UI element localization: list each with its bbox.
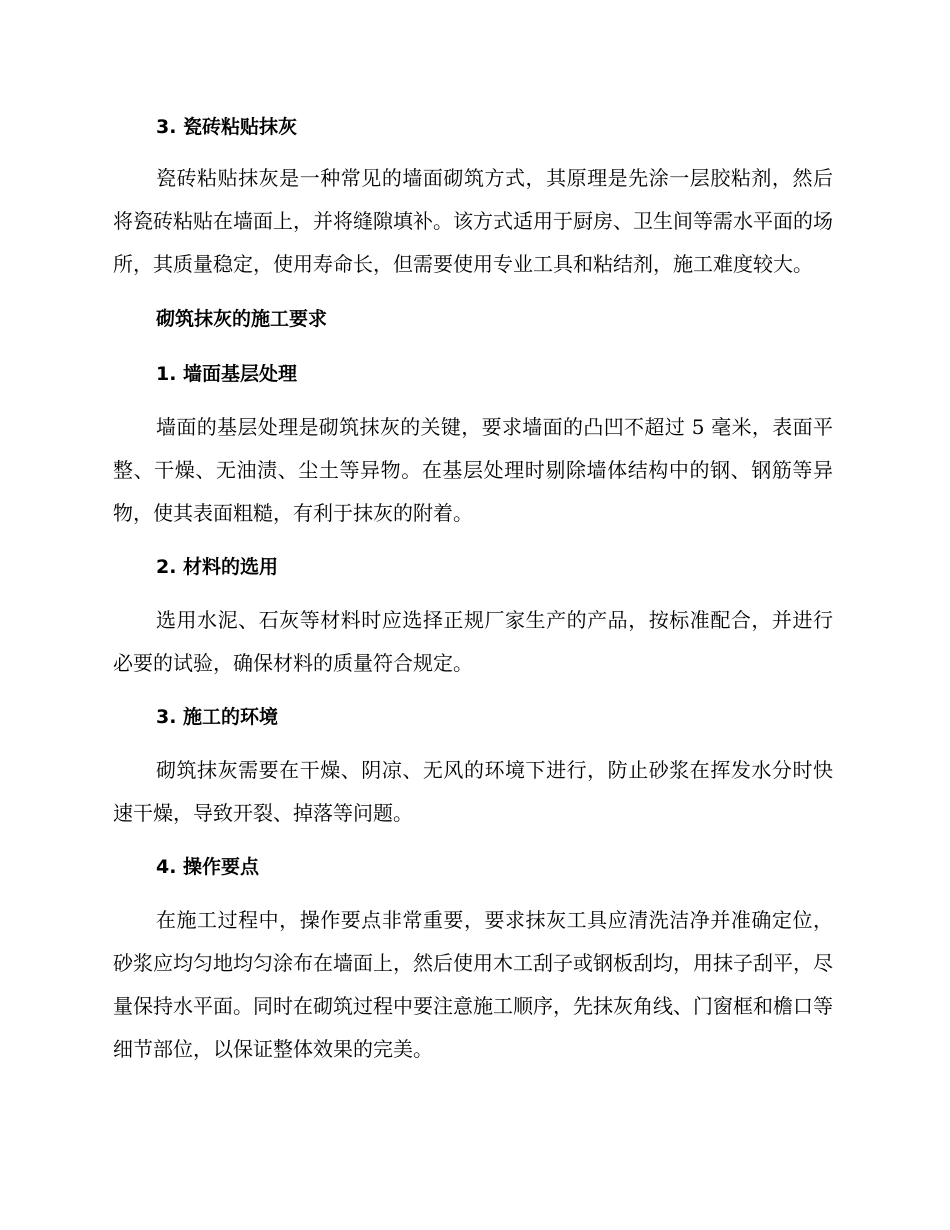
- section-heading-construction-environment: 3. 施工的环境: [156, 706, 279, 728]
- paragraph-tile-plastering: 瓷砖粘贴抹灰是一种常见的墙面砌筑方式，其原理是先涂一层胶粘剂，然后将瓷砖粘贴在墙面上，并将缝隙填补。该方式适用于厨房、卫生间等需水平面的场所，其质量稳定，使用寿命长，但需要使用专业工具和粘结剂，施工难度较大。: [113, 166, 833, 276]
- section-heading-wall-base-treatment: 1. 墙面基层处理: [156, 363, 298, 385]
- paragraph-material-selection: 选用水泥、石灰等材料时应选择正规厂家生产的产品，按标准配合，并进行必要的试验，确保材料的质量符合规定。: [113, 608, 833, 675]
- document-page: [113, 106, 833, 1071]
- section-heading-construction-requirements: 砌筑抹灰的施工要求: [156, 308, 328, 330]
- section-heading-tile-plastering: 3. 瓷砖粘贴抹灰: [156, 116, 298, 138]
- section-heading-operation-points: 4. 操作要点: [156, 856, 260, 878]
- paragraph-wall-base-treatment: 墙面的基层处理是砌筑抹灰的关键，要求墙面的凸凹不超过 5 毫米，表面平整、干燥、无油渍、尘土等异物。在基层处理时剔除墙体结构中的钢、钢筋等异物，使其表面粗糙，有利于抹灰的附着。: [113, 415, 833, 525]
- paragraph-operation-points: 在施工过程中，操作要点非常重要，要求抹灰工具应清洗洁净并准确定位，砂浆应均匀地均匀涂布在墙面上，然后使用木工刮子或钢板刮均，用抹子刮平，尽量保持水平面。同时在砌筑过程中要注意施工顺序，先抹灰角线、门窗框和檐口等细节部位，以保证整体效果的完美。: [113, 908, 833, 1061]
- paragraph-construction-environment: 砌筑抹灰需要在干燥、阴凉、无风的环境下进行，防止砂浆在挥发水分时快速干燥，导致开裂、掉落等问题。: [113, 758, 833, 825]
- section-heading-material-selection: 2. 材料的选用: [156, 556, 279, 578]
